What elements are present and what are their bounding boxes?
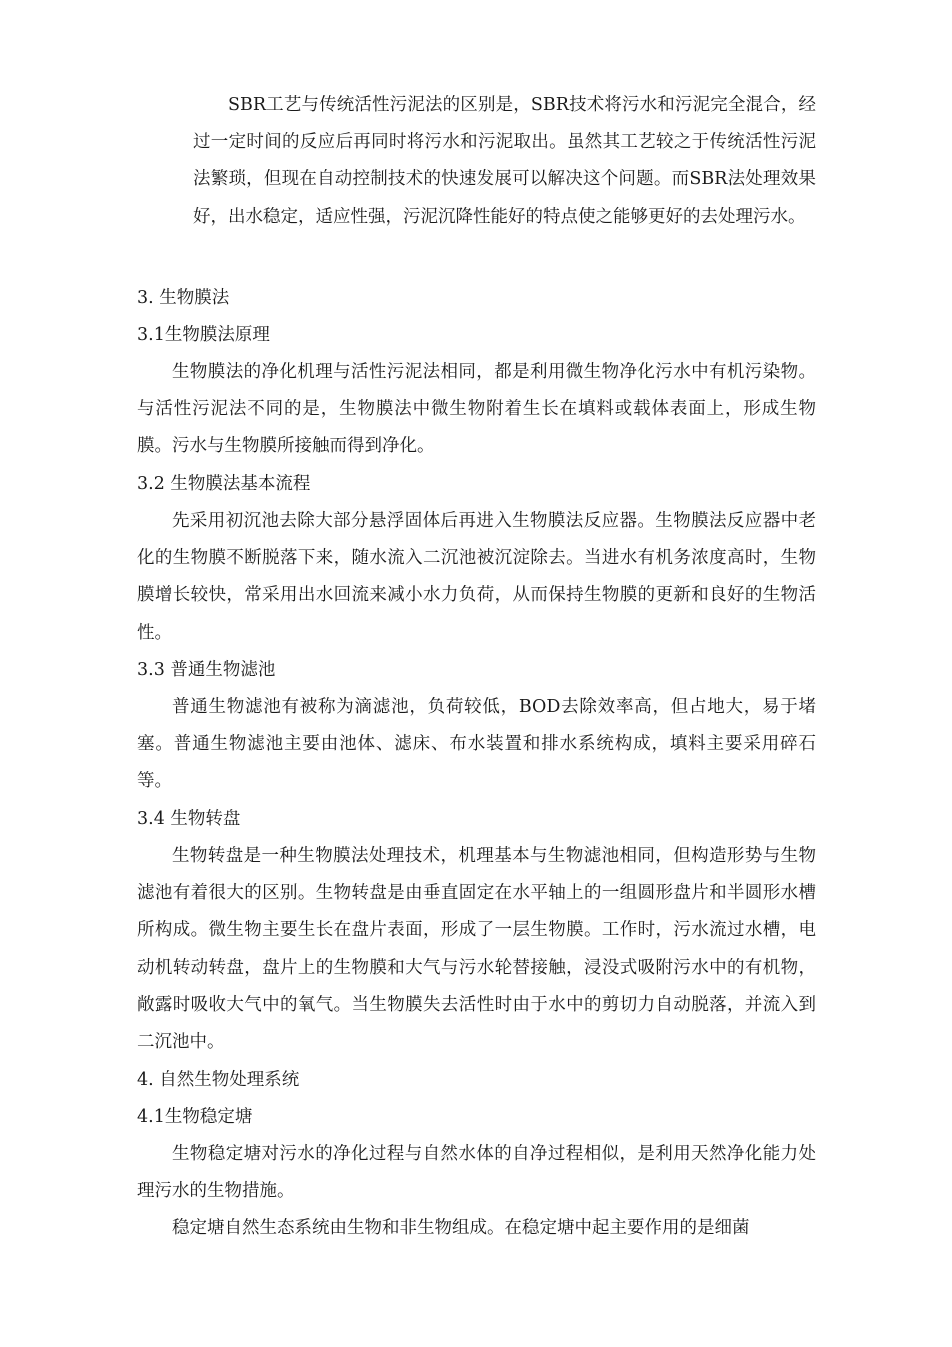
paragraph-stabilization-pond-2: 稳定塘自然生态系统由生物和非生物组成。在稳定塘中起主要作用的是细菌 — [172, 1218, 750, 1238]
paragraph-sbr-summary: SBR工艺与传统活性污泥法的区别是，SBR技术将污水和污泥完全混合，经过一定时间的反应后再同时将污水和污泥取出。虽然其工艺较之于传统活性污泥法繁琐，但现在自动控制技术的快速发展可以解决这个问题。而SBR法处理效果好，出水稳定，适应性强，污泥沉降性能好的特点使之能够更好的去处理污水。 — [193, 95, 816, 227]
paragraph-trickling-filter: 普通生物滤池有被称为滴滤池，负荷较低，BOD去除效率高，但占地大，易于堵塞。普通生物滤池主要由池体、滤床、布水装置和排水系统构成，填料主要采用碎石等。 — [137, 697, 816, 792]
heading-section-3: 3. 生物膜法 — [137, 288, 230, 308]
paragraph-stabilization-pond-1: 生物稳定塘对污水的净化过程与自然水体的自净过程相似，是利用天然净化能力处理污水的生物措施。 — [137, 1144, 816, 1202]
heading-section-4: 4. 自然生物处理系统 — [137, 1070, 300, 1090]
heading-section-4-1: 4.1生物稳定塘 — [137, 1107, 253, 1127]
paragraph-biofilm-flow: 先采用初沉池去除大部分悬浮固体后再进入生物膜法反应器。生物膜法反应器中老化的生物膜不断脱落下来，随水流入二沉池被沉淀除去。当进水有机务浓度高时，生物膜增长较快，常采用出水回流来减小水力负荷，从而保持生物膜的更新和良好的生物活性。 — [137, 511, 816, 643]
paragraph-biofilm-principle: 生物膜法的净化机理与活性污泥法相同，都是利用微生物净化污水中有机污染物。与活性污泥法不同的是，生物膜法中微生物附着生长在填料或载体表面上，形成生物膜。污水与生物膜所接触而得到净化。 — [137, 362, 816, 457]
heading-section-3-3: 3.3 普通生物滤池 — [137, 660, 276, 680]
heading-section-3-4: 3.4 生物转盘 — [137, 809, 241, 829]
paragraph-rotating-disc: 生物转盘是一种生物膜法处理技术，机理基本与生物滤池相同，但构造形势与生物滤池有着很大的区别。生物转盘是由垂直固定在水平轴上的一组圆形盘片和半圆形水槽所构成。微生物主要生长在盘片表面，形成了一层生物膜。工作时，污水流过水槽，电动机转动转盘，盘片上的生物膜和大气与污水轮替接触，浸没式吸附污水中的有机物，敞露时吸收大气中的氧气。当生物膜失去活性时由于水中的剪切力自动脱落，并流入到二沉池中。 — [137, 846, 816, 1053]
heading-section-3-2: 3.2 生物膜法基本流程 — [137, 474, 311, 494]
heading-section-3-1: 3.1生物膜法原理 — [137, 325, 270, 345]
